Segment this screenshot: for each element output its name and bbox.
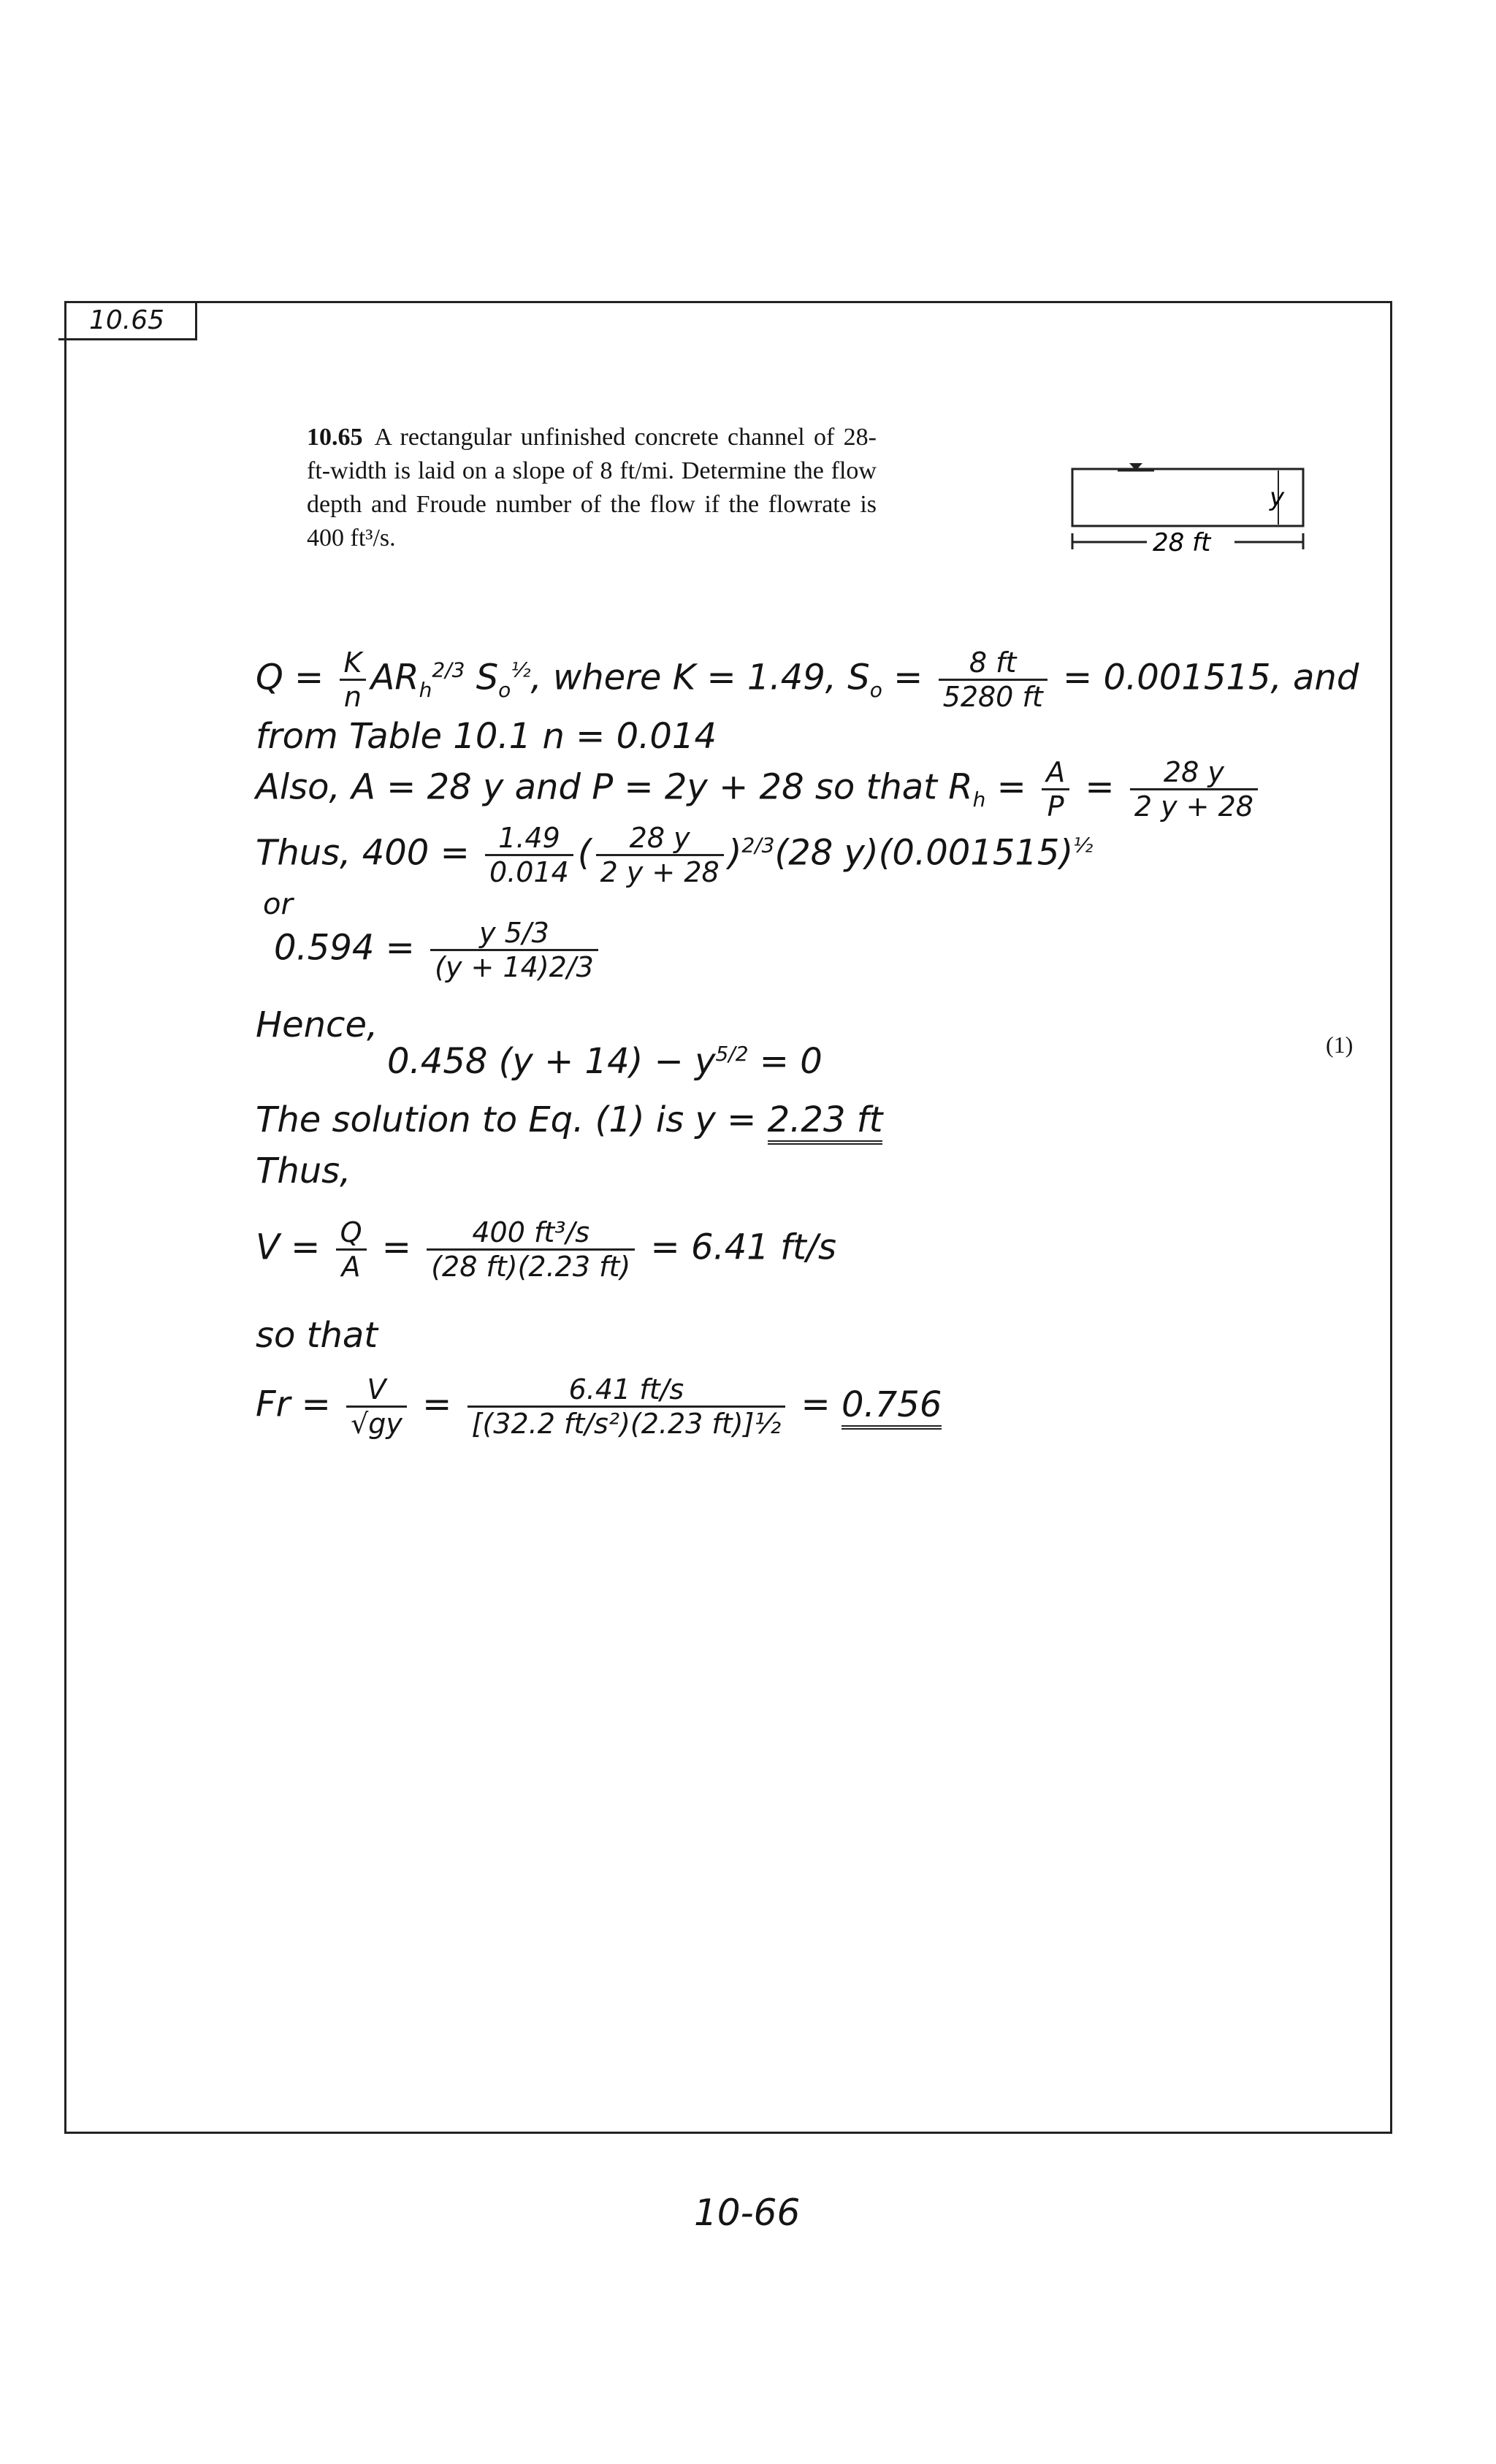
exponent: ½ xyxy=(511,657,531,682)
numerator: 6.41 ft/s xyxy=(468,1373,786,1408)
text: = xyxy=(1074,766,1126,808)
subscript: h xyxy=(972,787,986,812)
line-ratio xyxy=(274,917,603,983)
answer-depth: 2.23 ft xyxy=(768,1099,883,1145)
denominator: (28 ft)(2.23 ft) xyxy=(431,1251,631,1283)
text: AR xyxy=(370,657,419,698)
depth-label: y xyxy=(1270,483,1285,512)
text: 0.458 (y + 14) − y xyxy=(387,1041,716,1082)
answer-froude: 0.756 xyxy=(842,1384,942,1430)
text: = xyxy=(882,657,934,698)
line-or: or xyxy=(263,888,293,921)
numerator: K xyxy=(340,646,367,681)
text: = 0.001515, and xyxy=(1051,657,1359,698)
text: Hence, xyxy=(256,1004,378,1045)
text: V = xyxy=(256,1227,332,1268)
text: = xyxy=(370,1227,423,1268)
line-froude xyxy=(256,1373,942,1440)
numerator: 8 ft xyxy=(939,646,1047,681)
text: S xyxy=(476,657,499,698)
line-area-perimeter xyxy=(256,756,1262,823)
fraction xyxy=(485,822,573,888)
line-solution-y xyxy=(256,1099,882,1140)
fraction xyxy=(340,646,367,713)
denominator: A xyxy=(341,1251,361,1283)
fraction xyxy=(336,1216,367,1283)
denominator: 5280 ft xyxy=(942,681,1043,713)
text: Q = xyxy=(256,657,335,698)
line-manning xyxy=(256,646,1359,713)
subscript: o xyxy=(869,678,882,703)
fraction xyxy=(468,1373,786,1440)
text: ) xyxy=(728,832,742,874)
channel-diagram xyxy=(1066,460,1329,584)
numerator: y 5/3 xyxy=(430,917,598,951)
text: Fr = xyxy=(256,1384,343,1425)
fraction xyxy=(596,822,724,888)
text: = xyxy=(411,1384,463,1425)
numerator: 400 ft³/s xyxy=(427,1216,635,1251)
problem-number: 10.65 xyxy=(307,424,363,451)
line-thus: Thus, xyxy=(256,1151,351,1191)
text: = 0 xyxy=(748,1041,823,1082)
numerator: 1.49 xyxy=(485,822,573,856)
fraction xyxy=(427,1216,635,1283)
numerator: A xyxy=(1042,756,1069,790)
problem-text: A rectangular unfinished concrete channel of 28-ft-width is laid on a slope of 8 ft/mi. Determine the flow depth and Froude number of the flow if the flowrate is 400 ft³/s. xyxy=(307,424,877,552)
denominator: 2 y + 28 xyxy=(1134,790,1253,823)
text: ( xyxy=(577,832,592,874)
page-number: 10-66 xyxy=(694,2192,801,2234)
exponent: 2/3 xyxy=(741,833,775,858)
channel-cross-section xyxy=(1072,469,1303,526)
numerator: Q xyxy=(336,1216,367,1251)
exponent: ½ xyxy=(1073,833,1094,858)
line-table: from Table 10.1 n = 0.014 xyxy=(256,716,717,757)
exponent: 2/3 xyxy=(432,657,465,682)
line-hence xyxy=(256,1004,378,1045)
denominator: √gy xyxy=(351,1408,402,1440)
denominator: [(32.2 ft/s²)(2.23 ft)]½ xyxy=(471,1408,782,1440)
denominator: P xyxy=(1047,790,1064,823)
line-so-that: so that xyxy=(256,1315,378,1356)
denominator: 0.014 xyxy=(489,856,569,888)
numerator: 28 y xyxy=(596,822,724,856)
text: = 6.41 ft/s xyxy=(639,1227,836,1268)
text: 0.594 = xyxy=(274,927,427,969)
width-label: 28 ft xyxy=(1153,528,1211,557)
fraction xyxy=(1042,756,1069,823)
equation-number: (1) xyxy=(1326,1031,1354,1058)
text: = xyxy=(985,766,1038,808)
denominator: 2 y + 28 xyxy=(600,856,720,888)
fraction xyxy=(939,646,1047,713)
text: (28 y)(0.001515) xyxy=(774,832,1074,874)
fraction xyxy=(1130,756,1258,823)
fraction xyxy=(346,1373,407,1440)
problem-statement xyxy=(307,421,877,555)
subscript: o xyxy=(498,678,511,703)
subscript: h xyxy=(419,678,432,703)
text: Thus, 400 = xyxy=(256,832,481,874)
numerator: V xyxy=(346,1373,407,1408)
denominator: n xyxy=(343,681,362,713)
text: , where K = 1.49, S xyxy=(530,657,870,698)
line-equation-1 xyxy=(387,1034,823,1082)
exponent: 5/2 xyxy=(715,1042,749,1066)
problem-tag: 10.65 xyxy=(58,301,197,340)
text: The solution to Eq. (1) is y = xyxy=(256,1099,768,1140)
line-substitution xyxy=(256,822,1093,888)
fraction xyxy=(430,917,598,983)
text: Also, A = 28 y and P = 2y + 28 so that R xyxy=(256,766,973,808)
line-velocity xyxy=(256,1216,836,1283)
text: = xyxy=(790,1384,842,1425)
numerator: 28 y xyxy=(1130,756,1258,790)
denominator: (y + 14)2/3 xyxy=(435,951,594,983)
